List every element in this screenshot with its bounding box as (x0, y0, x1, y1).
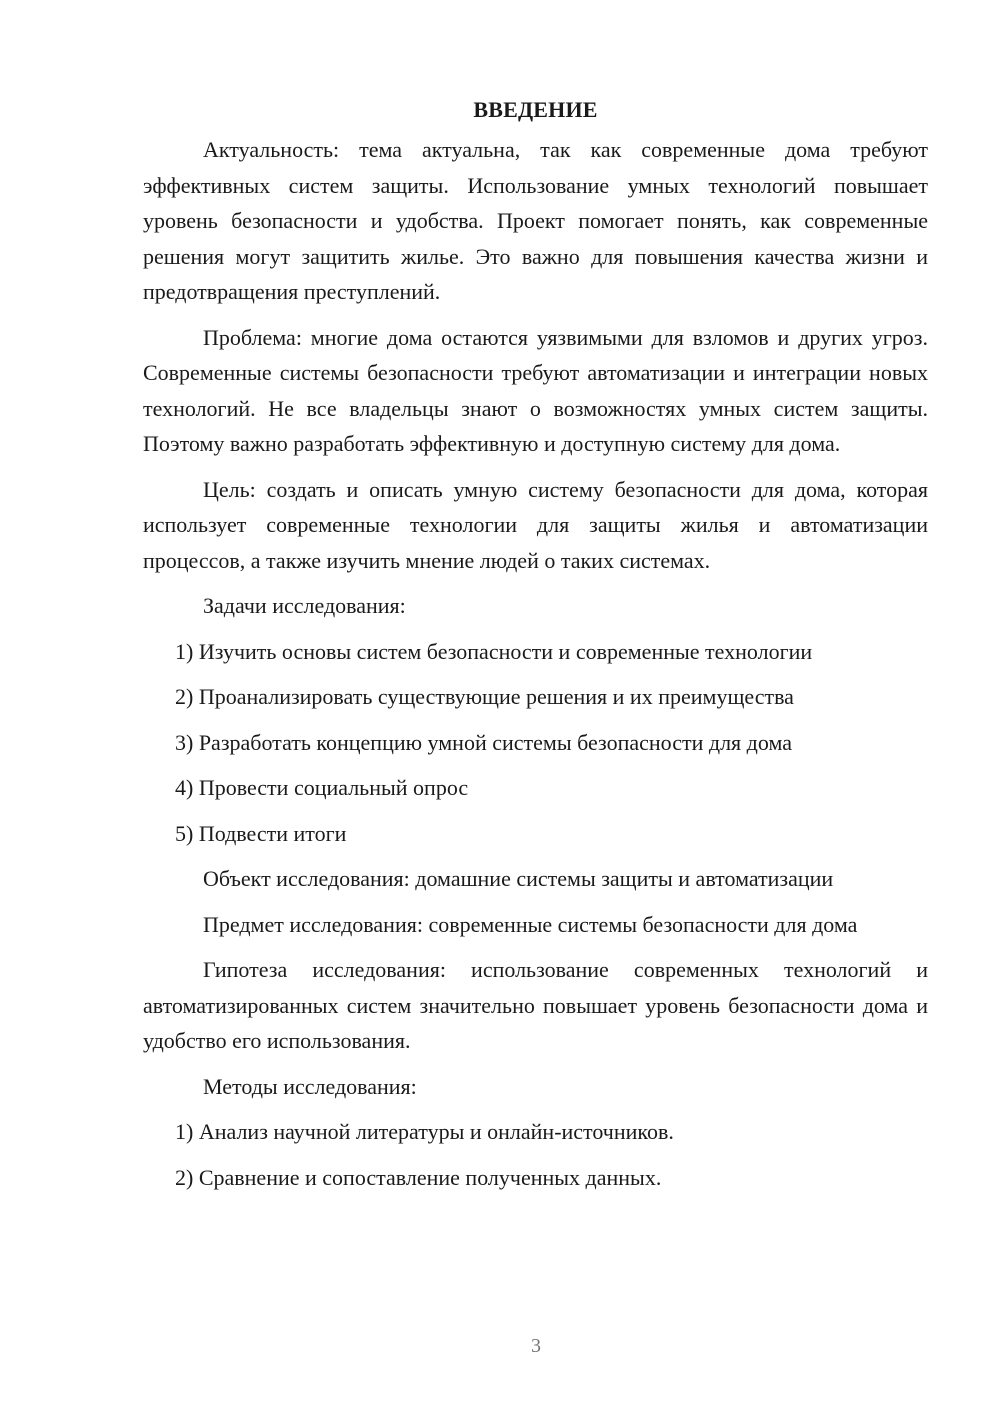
methods-list (143, 1114, 928, 1195)
task-item: 1) Изучить основы систем безопасности и современные технологии (175, 638, 813, 664)
method-item: 2) Сравнение и сопоставление полученных данных. (175, 1164, 662, 1190)
problem-paragraph: Проблема: многие дома остаются уязвимыми для взломов и других угроз. Современные системы безопасности требуют автоматизации и интеграции новых технологий. Не все владельцы знают о возможностях умных систем защиты. Поэтому важно разработать эффективную и доступную систему для дома. (143, 324, 928, 456)
document-page (143, 92, 928, 1205)
task-item: 3) Разработать концепцию умной системы безопасности для дома (175, 729, 792, 755)
hypothesis-paragraph: Гипотеза исследования: использование современных технологий и автоматизированных систем значительно повышает уровень безопасности дома и удобство его использования. (143, 957, 928, 1053)
task-item: 4) Провести социальный опрос (175, 775, 469, 800)
task-item: 5) Подвести итоги (175, 820, 347, 846)
tasks-heading: Задачи исследования: (203, 593, 406, 618)
subject-paragraph: Предмет исследования: современные системы безопасности для дома (203, 911, 858, 937)
goal-paragraph: Цель: создать и описать умную систему безопасности для дома, которая использует современные технологии для защиты жилья и автоматизации процессов, а также изучить мнение людей о таких системах. (143, 476, 928, 573)
task-item: 2) Проанализировать существующие решения и их преимущества (175, 684, 794, 709)
page-number: 3 (531, 1335, 541, 1357)
page-title: ВВЕДЕНИЕ (473, 97, 598, 122)
relevance-paragraph: Актуальность: тема актуальна, так как современные дома требуют эффективных систем защиты. Использование умных технологий повышает уровень безопасности и удобства. Проект помогает понять, как современные решения могут защитить жилье. Это важно для повышения качества жизни и предотвращения преступлений. (143, 137, 928, 304)
method-item: 1) Анализ научной литературы и онлайн-источников. (175, 1119, 674, 1144)
methods-heading: Методы исследования: (203, 1073, 417, 1099)
object-paragraph: Объект исследования: домашние системы защиты и автоматизации (203, 866, 834, 891)
tasks-list (143, 634, 928, 852)
